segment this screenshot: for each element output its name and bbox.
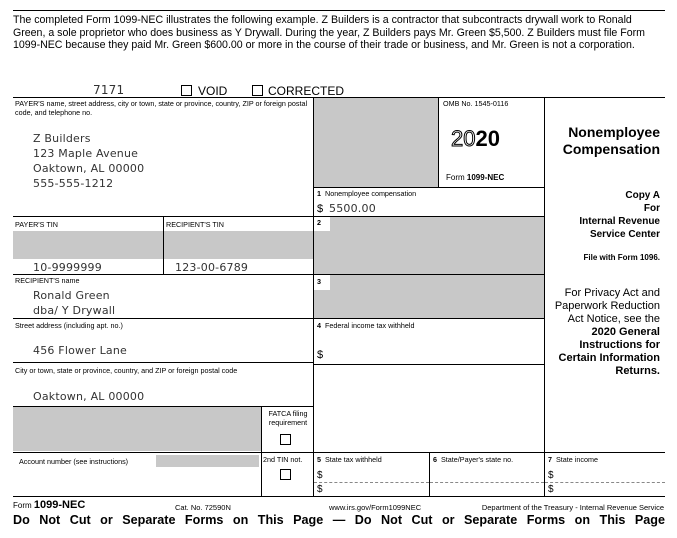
copy-center: Service Center — [589, 229, 660, 240]
footer-form-label: Form — [13, 501, 32, 510]
payer-tin-label: PAYER'S TIN — [15, 220, 58, 229]
privacy-notice — [548, 287, 660, 378]
box1-dollar: $ — [317, 203, 324, 215]
copy-irs: Internal Revenue — [579, 216, 660, 227]
divider — [13, 452, 665, 453]
tax-year-century: 20 — [451, 126, 476, 151]
catalog-number: Cat. No. 72590N — [175, 503, 231, 512]
divider — [313, 187, 545, 188]
intro-paragraph: The completed Form 1099-NEC illustrates the following example. Z Builders is a contractor that subcontracts drywall work to Ronald Green, a sole proprietor who does business as Y Drywall. During the year, Z Builders pays Mr. Green $5,500. Z Builders must file Form 1099-NEC because they paid Mr. Green $600.00 or more in the course of their trade or business, and Mr. Green is not a corporation. — [13, 10, 665, 52]
box5-num: 5 — [317, 455, 321, 464]
divider — [429, 452, 430, 497]
privacy-text: For Privacy Act and Paperwork Reduction Act Notice, see the — [554, 287, 660, 325]
box7-num: 7 — [548, 455, 552, 464]
divider — [313, 364, 545, 365]
shaded-area — [13, 407, 261, 451]
box5-dollar-2: $ — [317, 484, 323, 495]
shaded-area — [314, 98, 438, 187]
box2-num: 2 — [317, 218, 321, 227]
form-label: Form — [446, 173, 465, 182]
fatca-checkbox[interactable] — [280, 434, 291, 445]
corrected-checkbox[interactable] — [252, 85, 263, 96]
fatca-label: FATCA filing requirement — [268, 409, 308, 427]
copy-a-block — [548, 189, 660, 241]
box1-number: 1 — [317, 189, 321, 198]
void-checkbox[interactable] — [181, 85, 192, 96]
tax-year — [451, 126, 500, 152]
account-label: Account number (see instructions) — [19, 457, 129, 466]
omb-number: OMB No. 1545-0116 — [443, 99, 509, 108]
box7-dollar-2: $ — [548, 484, 554, 495]
shaded-area — [314, 290, 330, 318]
tax-year-decade: 20 — [475, 126, 500, 151]
divider — [430, 482, 544, 483]
box4-num: 4 — [317, 321, 321, 330]
form-code: 7171 — [93, 83, 125, 97]
payer-phone: 555-555-1212 — [33, 177, 114, 190]
divider — [544, 97, 545, 497]
box1-text: Nonemployee compensation — [325, 189, 417, 198]
box3-number — [317, 278, 321, 287]
form-id — [446, 173, 504, 182]
payer-label: PAYER'S name, street address, city or town, state or province, country, ZIP or foreign postal code, and telephone no. — [15, 99, 308, 117]
payer-name: Z Builders — [33, 132, 91, 145]
box6-text: State/Payer's state no. — [441, 455, 514, 464]
form-title: Nonemployee Compensation — [562, 124, 660, 157]
box5-text: State tax withheld — [325, 455, 382, 464]
copy-a-title: Copy A — [625, 190, 660, 201]
box5-label — [317, 456, 382, 465]
box2-number — [317, 219, 321, 228]
corrected-label: CORRECTED — [268, 84, 345, 98]
box5-dollar-1: $ — [317, 470, 323, 481]
shaded-area — [330, 217, 544, 274]
box7-dollar-1: $ — [548, 470, 554, 481]
divider — [438, 97, 439, 187]
street-label: Street address (including apt. no.) — [15, 321, 123, 330]
instructions-ref: 2020 General Instructions for Certain Information Returns. — [558, 326, 660, 377]
irs-url: www.irs.gov/Form1099NEC — [329, 503, 422, 512]
shaded-area — [13, 231, 163, 259]
file-with: File with Form 1096. — [583, 253, 660, 262]
box3-num: 3 — [317, 277, 321, 286]
shaded-area — [314, 231, 330, 274]
divider — [545, 482, 665, 483]
second-tin-label: 2nd TIN not. — [263, 455, 303, 464]
form-name: 1099-NEC — [466, 173, 505, 182]
box1-label — [317, 190, 416, 199]
box4-text: Federal income tax withheld — [325, 321, 415, 330]
shaded-area — [330, 275, 544, 318]
city-label: City or town, state or province, country, and ZIP or foreign postal code — [15, 366, 238, 375]
shaded-area — [156, 455, 259, 467]
second-tin-checkbox[interactable] — [280, 469, 291, 480]
box1-value: 5500.00 — [329, 202, 376, 215]
divider — [13, 362, 313, 363]
recipient-tin-label: RECIPIENT'S TIN — [166, 220, 224, 229]
payer-city: Oaktown, AL 00000 — [33, 162, 145, 175]
payer-tin: 10-9999999 — [33, 261, 102, 274]
shaded-area — [164, 231, 313, 259]
footer-form-name: 1099-NEC — [33, 499, 86, 511]
box7-text: State income — [556, 455, 598, 464]
box6-label — [433, 456, 513, 465]
box4-dollar: $ — [317, 349, 324, 361]
street-address: 456 Flower Lane — [33, 344, 127, 357]
box4-label — [317, 322, 415, 331]
recipient-city: Oaktown, AL 00000 — [33, 390, 145, 403]
payer-street: 123 Maple Avenue — [33, 147, 139, 160]
box6-num: 6 — [433, 455, 437, 464]
department: Department of the Treasury - Internal Revenue Service — [481, 503, 664, 512]
void-label: VOID — [198, 84, 228, 98]
divider — [13, 318, 545, 319]
copy-for: For — [643, 203, 660, 214]
do-not-cut-notice: Do Not Cut or Separate Forms on This Page — Do Not Cut or Separate Forms on This Page — [13, 513, 665, 527]
recipient-dba: dba/ Y Drywall — [33, 304, 116, 317]
divider — [314, 482, 429, 483]
recipient-name-label: RECIPIENT'S name — [15, 276, 80, 285]
recipient-tin: 123-00-6789 — [175, 261, 249, 274]
box7-label — [548, 456, 598, 465]
recipient-name: Ronald Green — [33, 289, 110, 302]
footer-form-id — [13, 499, 85, 511]
